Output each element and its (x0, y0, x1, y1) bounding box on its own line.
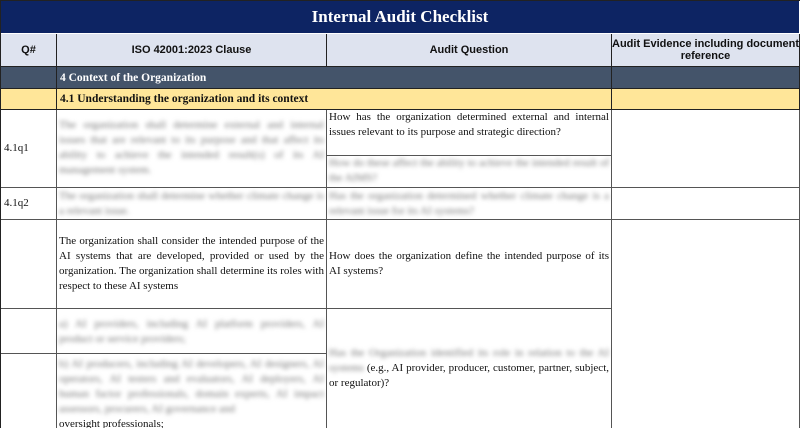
clause-text-roles-a: a) AI providers, including AI platform providers, AI product or service providers; (59, 318, 324, 345)
clause-cell-roles-a (57, 309, 327, 354)
subsection-row-evidence-cell (612, 89, 800, 110)
evidence-cell-intended-purpose[interactable] (612, 220, 800, 428)
question-text-4-1q2: Has the organization determined whether climate change is a relevant issue for its AI systems? (329, 189, 609, 217)
row-id-empty-1 (1, 220, 57, 309)
clause-text-4-1q2: The organization shall determine whether climate change is a relevant issue. (59, 189, 324, 217)
clause-cell-4-1q2 (57, 188, 327, 220)
clause-cell-roles-b (57, 354, 327, 428)
row-id-4-1q1: 4.1q1 (1, 110, 57, 188)
row-id-empty-2 (1, 309, 57, 354)
question-cell-intended-purpose: How does the organization define the intended purpose of its AI systems? (327, 220, 612, 309)
header-audit-evidence: Audit Evidence including document reference (612, 34, 800, 67)
row-id-empty-3 (1, 354, 57, 428)
question-text-roles-tail: (e.g., AI provider, producer, customer, partner, subject, or regulator)? (329, 362, 609, 389)
subsection-row-qcell (1, 89, 57, 110)
clause-text-roles-c: oversight professionals; (59, 418, 164, 428)
section-row-qcell (1, 67, 57, 89)
sheet-title: Internal Audit Checklist (1, 1, 799, 33)
question-cell-4-1q1: How has the organization determined external and internal issues relevant to its purpose and strategic direction? (327, 110, 612, 156)
header-q-number: Q# (1, 34, 57, 67)
question-text-roles-blurred: Has the Organization identified its role in relation to the AI systems (329, 347, 609, 374)
question-text-roles (329, 346, 609, 391)
header-clause: ISO 42001:2023 Clause (57, 34, 327, 67)
clause-text-roles-b: b) AI producers, including AI developers, AI designers, AI operators, AI testers and evaluators, AI deployers, AI human factor professionals, domain experts, AI impact assessors, procurers, AI governance and (59, 358, 324, 415)
section-title: 4 Context of the Organization (57, 67, 612, 89)
section-row-evidence-cell (612, 67, 800, 89)
question-cell-4-1q1-b (327, 156, 612, 188)
subsection-title: 4.1 Understanding the organization and its context (57, 89, 612, 110)
question-cell-4-1q2 (327, 188, 612, 220)
evidence-cell-4-1q1[interactable] (612, 110, 800, 188)
evidence-cell-4-1q2[interactable] (612, 188, 800, 220)
clause-cell-intended-purpose: The organization shall consider the intended purpose of the AI systems that are developed, provided or used by the organization. The organization shall determine its roles with respect to these AI systems (57, 220, 327, 309)
clause-text-4-1q1: The organization shall determine external and internal issues that are relevant to its purpose and that affect its ability to achieve the intended result(s) of its AI management system. (59, 119, 324, 176)
question-cell-roles (327, 309, 612, 428)
question-text-4-1q1-b: How do these affect the ability to achieve the intended result of the AIMS? (329, 157, 609, 184)
clause-cell-4-1q1 (57, 110, 327, 188)
row-id-4-1q2: 4.1q2 (1, 188, 57, 220)
header-audit-question: Audit Question (327, 34, 612, 67)
